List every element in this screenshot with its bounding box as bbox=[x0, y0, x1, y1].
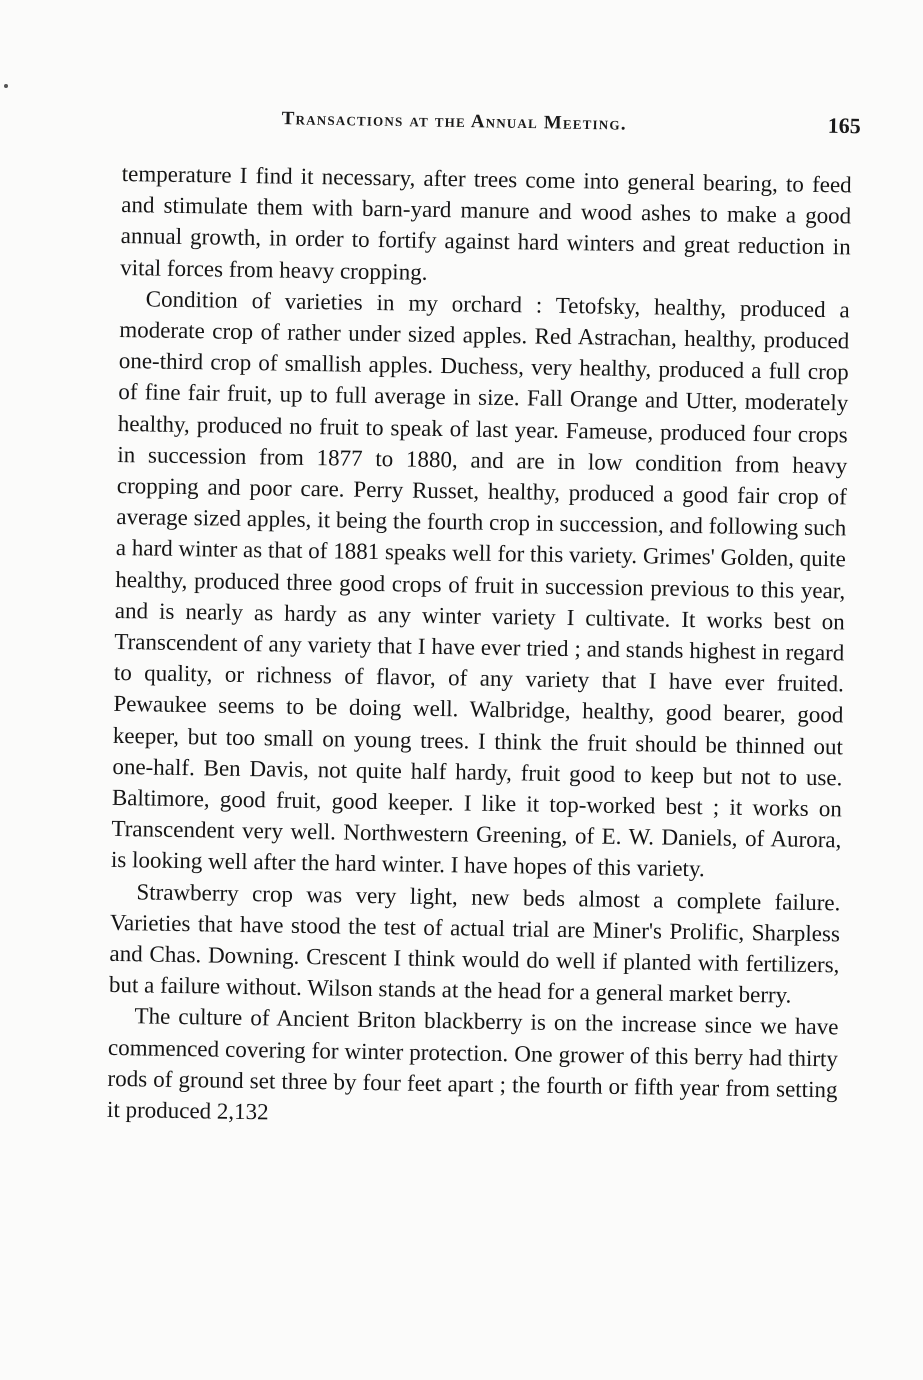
body-text bbox=[107, 158, 852, 1137]
paragraph-temperature: temperature I find it necessary, after trees come into general bearing, to feed and stimulate them with barn-yard manure and wood ashes to make a good annual growth, in order to fortify against hard winters and great reduction in vital forces from heavy cropping. bbox=[120, 160, 852, 285]
running-title: Transactions at the Annual Meeting. bbox=[281, 108, 627, 135]
ink-speck bbox=[4, 84, 8, 88]
paragraph-orchard-varieties: Condition of varieties in my orchard : Tetofsky, healthy, produced a moderate crop of rather under sized apples. Red Astrachan, healthy, produced one-third crop of smallish apples. Duchess, very healthy, produced a full crop of fine fair fruit, up to full average in size. Fall Orange and Utter, moderately healthy, produced no fruit to speak of last year. Fameuse, produced four crops in succession from 1877 to 1880, and are in low condition from heavy cropping and poor care. Perry Russet, healthy, produced a good fair crop of average sized apples, it being the fourth crop in succession, and following such a hard winter as that of 1881 speaks well for this variety. Grimes' Golden, quite healthy, produced three good crops of fruit in succession previous to this year, and is nearly as hardy as any winter variety I cultivate. It works best on Transcendent of any variety that I have ever tried ; and stands highest in regard to quality, or richness of flavor, of any variety that I have ever fruited. Pewaukee seems to be doing well. Walbridge, healthy, good bearer, good keeper, but too small on young trees. I think the fruit should be thinned out one-half. Ben Davis, not quite half hardy, fruit good to keep but not to use. Baltimore, good fruit, good keeper. I like it top-worked best ; it works on Transcendent very well. Northwestern Greening, of E. W. Daniels, of Aurora, is looking well after the hard winter. I have hopes of this variety. bbox=[110, 286, 850, 882]
page-header bbox=[269, 104, 870, 153]
paragraph-blackberry: The culture of Ancient Briton blackberry is on the increase since we have commenced covering for winter protection. One grower of this berry had thirty rods of ground set three by four feet apart ; the fourth or fifth year from setting it produced 2,132 bbox=[106, 1003, 839, 1125]
paragraph-strawberry: Strawberry crop was very light, new beds almost a complete failure. Varieties that have stood the test of actual trial are Miner's Prolific, Sharpless and Chas. Downing. Crescent I think would do well if planted with fertilizers, but a failure without. Wilson stands at the head for a general market berry. bbox=[108, 878, 841, 1008]
page-number: 165 bbox=[827, 112, 861, 139]
